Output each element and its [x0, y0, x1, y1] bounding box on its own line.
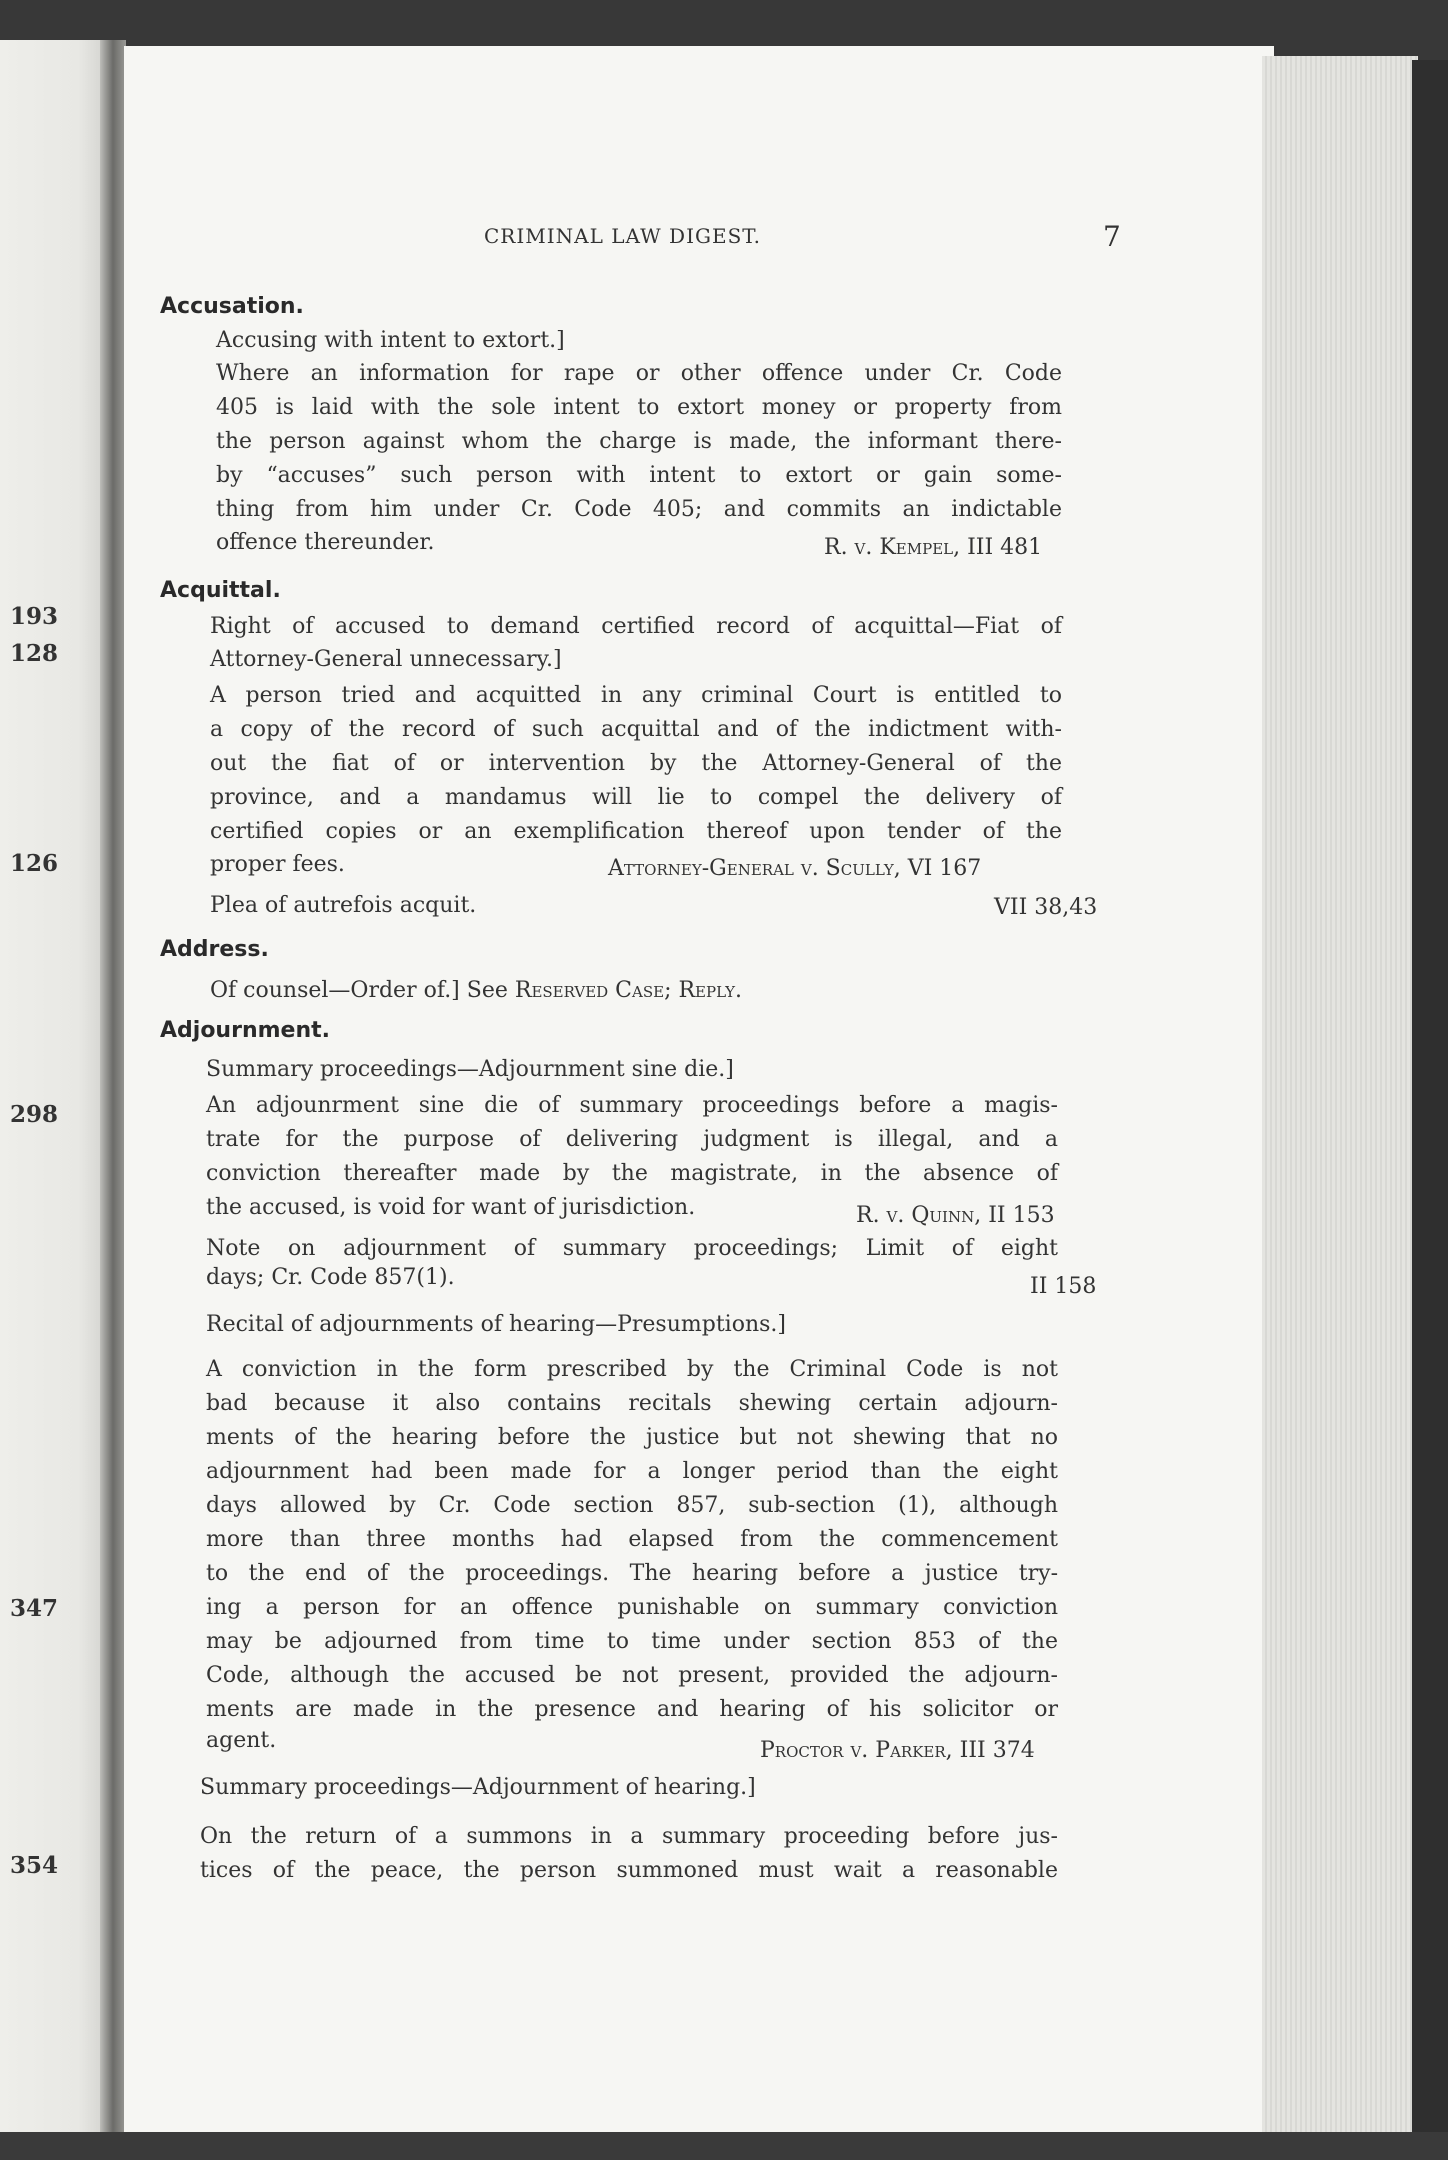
entry-text-line: bad because it also contains recitals shewing certain adjourn- [206, 1391, 1058, 1416]
entry-text-line: tices of the peace, the person summoned must wait a reasonable [200, 1858, 1058, 1883]
entry-text-line: out the fiat of or intervention by the Attorney-General of the [210, 751, 1062, 776]
citation: Attorney-General v. Scully, VI 167 [608, 856, 982, 881]
entry-text-line: trate for the purpose of delivering judgment is illegal, and a [206, 1127, 1058, 1152]
entry-text-line: conviction thereafter made by the magistrate, in the absence of [206, 1161, 1058, 1186]
entry-subheading: Plea of autrefois acquit. [210, 893, 477, 918]
entry-text-line: On the return of a summons in a summary proceeding before jus- [200, 1824, 1058, 1849]
entry-text-line: A conviction in the form prescribed by the Criminal Code is not [206, 1357, 1058, 1382]
page-stack-edge [1262, 56, 1418, 2160]
margin-number: 298 [10, 1101, 59, 1128]
entry-text-line: ments are made in the presence and hearing of his solicitor or [206, 1697, 1058, 1722]
entry-text-line: the person against whom the charge is made, the informant there- [216, 429, 1062, 454]
entry-text-line: province, and a mandamus will lie to compel the delivery of [210, 785, 1062, 810]
entry-subheading: Right of accused to demand certified record of acquittal—Fiat of [210, 614, 1062, 639]
margin-number: 347 [10, 1595, 59, 1622]
address-text: Of counsel—Order of.] See [210, 978, 508, 1003]
see-reference: Reserved Case; Reply. [514, 978, 742, 1003]
citation: II 158 [1030, 1274, 1097, 1299]
entry-text-line: ments of the hearing before the justice but not shewing that no [206, 1425, 1058, 1450]
entry-heading-adjournment: Adjournment. [160, 1018, 330, 1043]
entry-text-line: to the end of the proceedings. The hearing before a justice try- [206, 1561, 1058, 1586]
citation: Proctor v. Parker, III 374 [760, 1738, 1035, 1763]
entry-text-line: proper fees. [210, 852, 345, 877]
entry-text-line: thing from him under Cr. Code 405; and commits an indictable [216, 497, 1062, 522]
entry-text-line: certified copies or an exemplification thereof upon tender of the [210, 819, 1062, 844]
facing-page-edge [0, 40, 112, 2160]
entry-subheading [210, 978, 742, 1003]
entry-subheading: Summary proceedings—Adjournment sine die.] [206, 1057, 734, 1082]
citation: R. v. Quinn, II 153 [856, 1203, 1055, 1228]
entry-heading-accusation: Accusation. [160, 294, 304, 319]
entry-text-line: ing a person for an offence punishable on summary conviction [206, 1595, 1058, 1620]
margin-number: 128 [10, 640, 59, 667]
margin-number: 354 [10, 1852, 59, 1879]
entry-text-line: offence thereunder. [216, 530, 435, 555]
entry-text-line: An adjounrment sine die of summary proceedings before a magis- [206, 1093, 1058, 1118]
page-number: 7 [1103, 220, 1121, 253]
entry-text-line: Code, although the accused be not present, provided the adjourn- [206, 1663, 1058, 1688]
entry-heading-acquittal: Acquittal. [160, 578, 281, 603]
entry-subheading: Recital of adjournments of hearing—Presumptions.] [206, 1312, 786, 1337]
entry-text-line: days allowed by Cr. Code section 857, sub-section (1), although [206, 1493, 1058, 1518]
entry-text-line: Note on adjournment of summary proceedings; Limit of eight [206, 1236, 1058, 1261]
book-gutter [100, 40, 126, 2160]
entry-text-line: A person tried and acquitted in any criminal Court is entitled to [210, 683, 1062, 708]
citation: R. v. Kempel, III 481 [824, 535, 1043, 560]
entry-text-line: a copy of the record of such acquittal and of the indictment with- [210, 717, 1062, 742]
entry-subheading: Attorney-General unnecessary.] [210, 647, 562, 672]
entry-text-line: may be adjourned from time to time under section 853 of the [206, 1629, 1058, 1654]
entry-text-line: adjournment had been made for a longer period than the eight [206, 1459, 1058, 1484]
entry-text-line: Where an information for rape or other offence under Cr. Code [216, 361, 1062, 386]
entry-text-line: more than three months had elapsed from the commencement [206, 1527, 1058, 1552]
scan-background-right [1412, 60, 1448, 2160]
entry-text-line: agent. [206, 1728, 277, 1753]
entry-subheading: Accusing with intent to extort.] [216, 328, 565, 353]
citation: VII 38,43 [994, 895, 1098, 920]
running-head: CRIMINAL LAW DIGEST. [484, 224, 762, 248]
margin-number: 126 [10, 850, 59, 877]
entry-text-line: days; Cr. Code 857(1). [206, 1265, 455, 1290]
entry-text-line: by “accuses” such person with intent to extort or gain some- [216, 463, 1062, 488]
margin-number: 193 [10, 603, 59, 630]
entry-text-line: 405 is laid with the sole intent to extort money or property from [216, 395, 1062, 420]
entry-heading-address: Address. [160, 937, 269, 962]
entry-subheading: Summary proceedings—Adjournment of hearing.] [200, 1775, 756, 1800]
entry-text-line: the accused, is void for want of jurisdiction. [206, 1195, 696, 1220]
scan-background-bottom [0, 2132, 1448, 2160]
